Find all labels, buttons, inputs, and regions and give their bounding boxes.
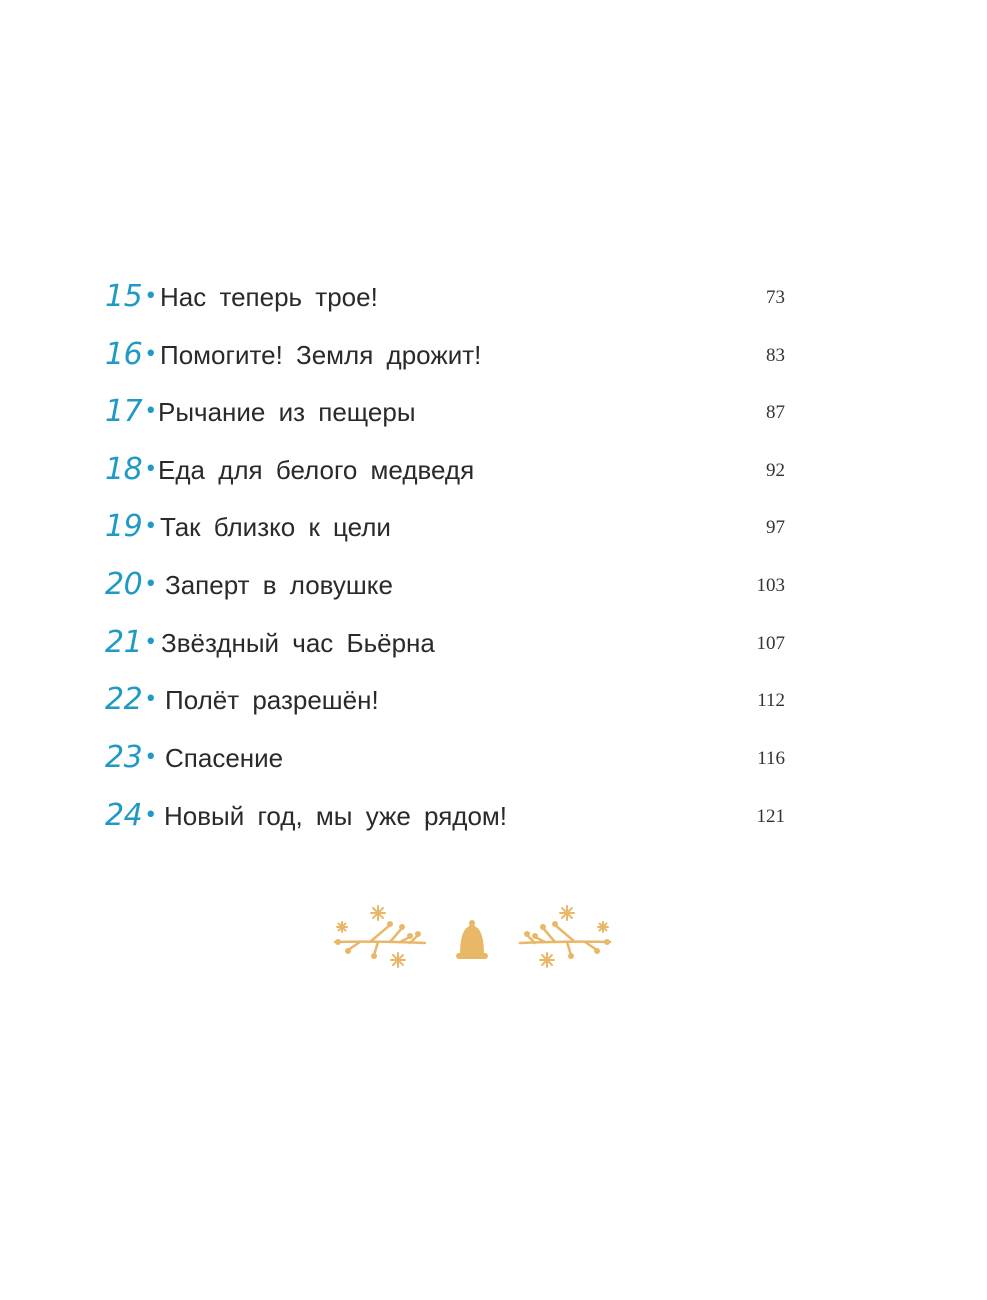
toc-entry[interactable] bbox=[105, 796, 785, 836]
chapter-title: Звёздный час Бьёрна bbox=[161, 628, 435, 658]
page-number: 116 bbox=[757, 748, 785, 769]
toc-entry[interactable] bbox=[105, 623, 785, 663]
toc-entry[interactable] bbox=[105, 392, 785, 432]
toc-entry[interactable] bbox=[105, 565, 785, 605]
chapter-title: Еда для белого медведя bbox=[158, 455, 475, 485]
chapter-title: Помогите! Земля дрожит! bbox=[160, 340, 482, 370]
chapter-number: 19• bbox=[105, 509, 157, 544]
branch-with-stars-icon bbox=[520, 906, 610, 967]
chapter-number: 20• bbox=[105, 567, 157, 602]
chapter-title: Рычание из пещеры bbox=[158, 397, 416, 427]
decorative-ornament bbox=[330, 895, 615, 975]
chapter-number: 21• bbox=[105, 625, 157, 660]
page-number: 87 bbox=[766, 402, 785, 423]
chapter-number: 23• bbox=[105, 740, 157, 775]
page-number: 73 bbox=[766, 287, 785, 308]
toc-entry[interactable] bbox=[105, 507, 785, 547]
page-number: 107 bbox=[756, 633, 785, 654]
chapter-title: Спасение bbox=[165, 743, 284, 773]
chapter-number: 22• bbox=[105, 682, 157, 717]
ornament-svg bbox=[330, 895, 615, 975]
page-number: 103 bbox=[756, 575, 785, 596]
toc-entry[interactable] bbox=[105, 277, 785, 317]
bell-icon bbox=[456, 920, 488, 959]
chapter-number: 17• bbox=[105, 394, 157, 429]
page-number: 92 bbox=[766, 460, 785, 481]
chapter-title: Заперт в ловушке bbox=[165, 570, 393, 600]
toc-entry[interactable] bbox=[105, 680, 785, 720]
page-number: 97 bbox=[766, 517, 785, 538]
chapter-number: 15• bbox=[105, 279, 157, 314]
chapter-number: 16• bbox=[105, 337, 157, 372]
chapter-title: Новый год, мы уже рядом! bbox=[164, 801, 508, 831]
toc-entry[interactable] bbox=[105, 335, 785, 375]
chapter-title: Нас теперь трое! bbox=[160, 282, 378, 312]
chapter-title: Так близко к цели bbox=[160, 512, 391, 542]
page-number: 121 bbox=[756, 806, 785, 827]
toc-entry[interactable] bbox=[105, 450, 785, 490]
chapter-title: Полёт разрешён! bbox=[165, 685, 379, 715]
toc-entry[interactable] bbox=[105, 738, 785, 778]
chapter-number: 24• bbox=[105, 798, 157, 833]
page-number: 83 bbox=[766, 345, 785, 366]
page-number: 112 bbox=[757, 690, 785, 711]
chapter-number: 18• bbox=[105, 452, 157, 487]
